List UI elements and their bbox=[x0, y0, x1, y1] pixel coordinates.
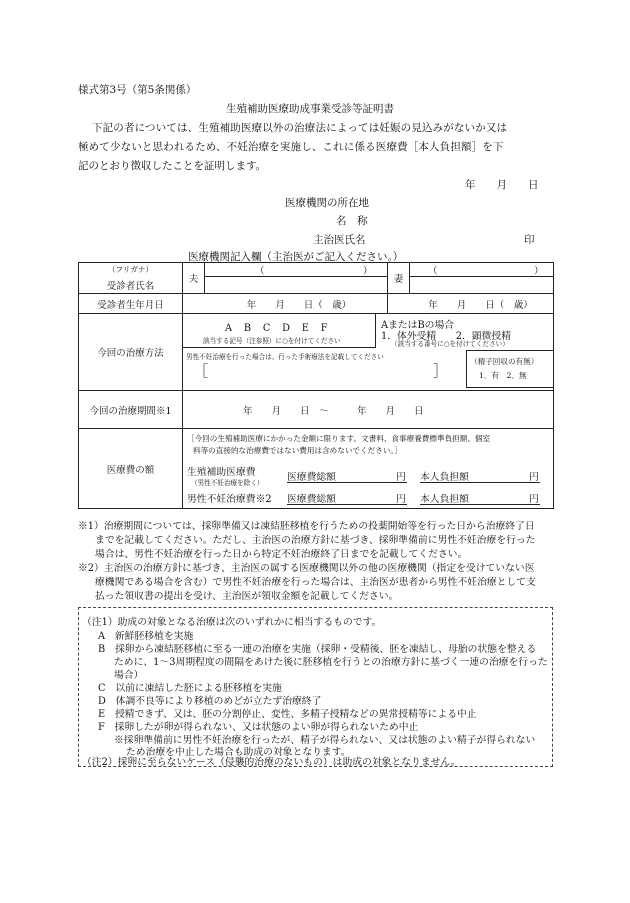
period-label: 今回の治療期間※1 bbox=[79, 391, 183, 429]
intro-line-3: 記のとおり徴収したことを証明します。 bbox=[78, 160, 267, 172]
male-cost-label: 男性不妊治療費※2 bbox=[187, 494, 272, 505]
cost-cell bbox=[183, 429, 554, 509]
ab-title: AまたはBの場合 bbox=[381, 320, 455, 331]
form-number: 様式第3号（第5条関係） bbox=[78, 84, 197, 96]
wife-furigana-field[interactable]: （ ） bbox=[410, 263, 554, 277]
footnote-2-line-1: ※2）主治医の治療方針に基づき、主治医の属する医療機関以外の他の医療機関（指定を受けていない医 bbox=[78, 563, 535, 574]
wife-label: 妻 bbox=[388, 263, 410, 294]
note-e: E 授精できず、又は、胚の分割停止、変性、多精子授精などの異常授精等による中止 bbox=[98, 709, 477, 720]
furigana-label-cell bbox=[79, 263, 183, 277]
note-star-line-2: ため治療を中止した場合も助成の対象となります。 bbox=[126, 747, 351, 758]
wife-name-field[interactable] bbox=[410, 277, 554, 294]
footnote-2-line-3: 払った領収書の提出を受け、主治医が領収金額を記載してください。 bbox=[95, 591, 399, 602]
intro-line-2: 極めて少ないと思われるため、不妊治療を実施し、これに係る医療費［本人負担額］を下 bbox=[78, 141, 504, 153]
sperm-title: （精子回収の有無） bbox=[470, 357, 539, 366]
wife-birth-field[interactable]: 年 月 日（ 歳） bbox=[388, 294, 554, 314]
note-star-line-1: ※採卵準備前に男性不妊治療を行ったが、精子が得られない、又は状態のよい精子が得られない bbox=[114, 735, 536, 746]
document-title: 生殖補助医療助成事業受診等証明書 bbox=[226, 103, 394, 115]
intro-line-1: 下記の者については、生殖補助医療以外の治療法によっては妊娠の見込みがないか又は bbox=[92, 122, 508, 134]
note-c: C 以前に凍結した胚による胚移植を実施 bbox=[98, 683, 282, 694]
method-options[interactable]: A B C D E F bbox=[225, 323, 329, 334]
seal-mark: 印 bbox=[524, 234, 535, 246]
husband-label: 夫 bbox=[183, 263, 205, 294]
issue-date: 年 月 日 bbox=[465, 179, 539, 191]
sperm-options[interactable]: 1．有 2．無 bbox=[479, 371, 527, 380]
method-note: 該当する記号（注参照）に○を付けてください bbox=[203, 337, 341, 345]
art-total-label: 医療費総額 bbox=[287, 472, 336, 483]
art-self-yen: 円 bbox=[529, 472, 539, 483]
footnote-1-line-2: までを記載してください。ただし、主治医の治療方針に基づき、採卵準備前に男性不妊治療を行った bbox=[95, 535, 536, 546]
male-total-line[interactable] bbox=[287, 504, 407, 505]
note-b-line-2: ために、1～3周期程度の間隔をあけた後に胚移植を行うとの治療方針に基づく一連の治療を行った bbox=[114, 657, 548, 668]
note-2: （注2）採卵に至らないケース（侵襲的治療のないもの）は助成の対象となりません。 bbox=[82, 757, 461, 768]
ab-options[interactable]: 1．体外受精 2．顕微授精 bbox=[381, 331, 512, 342]
male-treatment-input[interactable] bbox=[207, 364, 433, 380]
note-a: A 新鮮胚移植を実施 bbox=[98, 631, 194, 642]
cost-label: 医療費の額 bbox=[79, 429, 183, 509]
method-cell bbox=[183, 314, 554, 391]
institution-name-label: 名 称 bbox=[336, 215, 368, 227]
male-treatment-note: 男性不妊治療を行った場合は、行った手術療法を記載してください bbox=[186, 353, 384, 361]
footnote-1-line-1: ※1）治療期間については、採卵準備又は凍結胚移植を行うための投薬開始等を行った日から治療終了日 bbox=[78, 521, 535, 532]
note-d: D 体調不良等により移植のめどが立たず治療終了 bbox=[98, 696, 322, 707]
male-self-yen: 円 bbox=[529, 494, 539, 505]
male-total-yen: 円 bbox=[396, 494, 406, 505]
cost-note-2: 料等の直接的な治療費ではない費用は含めないでください。］ bbox=[193, 446, 402, 455]
birth-label: 受診者生年月日 bbox=[79, 294, 183, 314]
certificate-table bbox=[78, 262, 554, 509]
male-self-line[interactable] bbox=[420, 504, 540, 505]
method-label: 今回の治療方法 bbox=[79, 314, 183, 391]
footnote-2-line-2: 療機関である場合を含む）で男性不妊治療を行った場合は、主治医が患者から男性不妊治療として支 bbox=[95, 577, 536, 588]
bracket-close: ］ bbox=[433, 362, 449, 380]
note-b-line-3: 場合） bbox=[114, 670, 144, 681]
art-self-label: 本人負担額 bbox=[420, 472, 469, 483]
footnote-1-line-3: 場合は、男性不妊治療を行った日から特定不妊治療終了日までを記載してください。 bbox=[95, 549, 468, 560]
husband-name-field[interactable] bbox=[205, 277, 388, 294]
patient-name-label: 受診者氏名 bbox=[79, 277, 183, 294]
furigana-label: （フリガナ） bbox=[107, 265, 154, 275]
cost-note-1: ［今回の生殖補助医療にかかった金額に限ります。文書料、食事療養費標準負担額、個室 bbox=[187, 434, 491, 443]
ab-note: （該当する番号に○を付けてください） bbox=[391, 340, 509, 348]
bracket-open: ［ bbox=[193, 362, 209, 380]
art-total-yen: 円 bbox=[396, 472, 406, 483]
note-f: F 採卵したが卵が得られない、又は状態のよい卵が得られないため中止 bbox=[98, 722, 419, 733]
period-field[interactable]: 年 月 日 ～ 年 月 日 bbox=[183, 391, 554, 429]
doctor-name-label: 主治医氏名 bbox=[313, 234, 366, 246]
male-total-label: 医療費総額 bbox=[287, 494, 336, 505]
art-self-line[interactable] bbox=[420, 482, 540, 483]
male-self-label: 本人負担額 bbox=[420, 494, 469, 505]
art-cost-sub: （男性不妊治療を除く） bbox=[191, 479, 264, 487]
husband-furigana-field[interactable]: （ ） bbox=[205, 263, 388, 277]
art-cost-label: 生殖補助医療費 bbox=[187, 467, 256, 478]
husband-birth-field[interactable]: 年 月 日（ 歳） bbox=[183, 294, 388, 314]
art-total-line[interactable] bbox=[287, 482, 407, 483]
institution-address-label: 医療機関の所在地 bbox=[285, 197, 369, 209]
entry-heading: 医療機関記入欄（主治医がご記入ください。） bbox=[188, 251, 404, 263]
note-1-heading: （注1）助成の対象となる治療は次のいずれかに相当するものです。 bbox=[82, 617, 382, 628]
note-b-line-1: B 採卵から凍結胚移植に至る一連の治療を実施（採卵・受精後、胚を凍結し、母胎の状態を整える bbox=[98, 644, 537, 655]
